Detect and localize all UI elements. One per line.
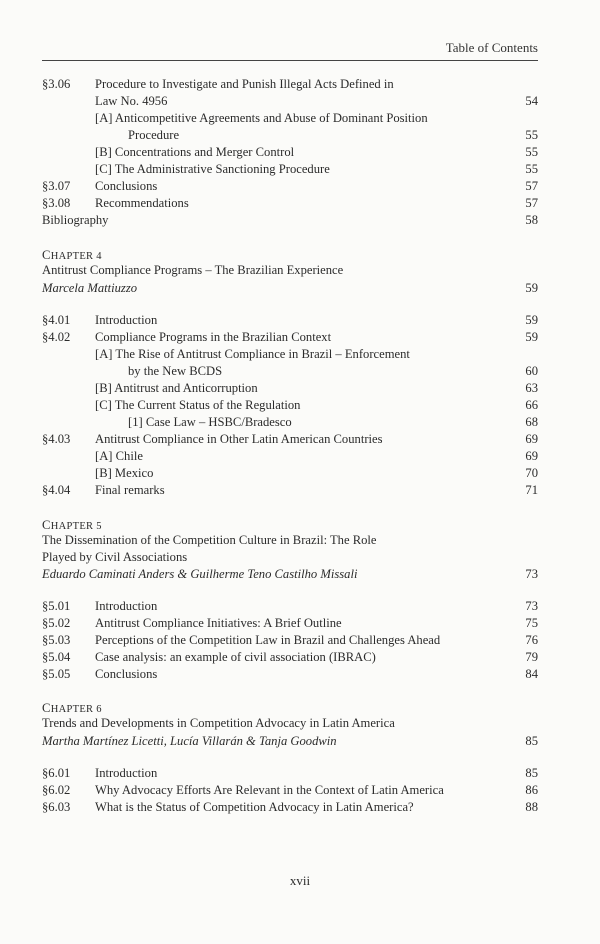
entry-text: What is the Status of Competition Advocacy in Latin America? xyxy=(95,800,414,814)
section-number: §4.02 xyxy=(42,330,71,344)
page-number: 54 xyxy=(525,94,538,108)
page-number: 57 xyxy=(525,179,538,193)
chapter-author: Martha Martínez Licetti, Lucía Villarán & Tanja Goodwin 85 xyxy=(42,734,538,748)
entry-text: Law No. 4956 xyxy=(95,94,168,108)
chapter-title-cont: Played by Civil Associations xyxy=(42,550,188,564)
page-number: 71 xyxy=(525,483,538,497)
entry-text: Introduction xyxy=(95,313,158,327)
section-number: §4.04 xyxy=(42,483,71,497)
entry-text: [A] Anticompetitive Agreements and Abuse of Dominant Position xyxy=(95,111,428,125)
bibliography-label: Bibliography xyxy=(42,213,109,227)
entry-text: Final remarks xyxy=(95,483,165,497)
page-number: 55 xyxy=(525,162,538,176)
entry-text: [C] The Administrative Sanctioning Procedure xyxy=(95,162,330,176)
chapter-label: CHAPTER 6 xyxy=(42,701,102,715)
entry-text: [1] Case Law – HSBC/Bradesco xyxy=(128,415,292,429)
entry-text: Case analysis: an example of civil association (IBRAC) xyxy=(95,650,376,664)
page-number: 85 xyxy=(525,766,538,780)
page-number: 66 xyxy=(525,398,538,412)
entry-text: Conclusions xyxy=(95,667,158,681)
entry-text: Antitrust Compliance Initiatives: A Brief Outline xyxy=(95,616,342,630)
page-number: 75 xyxy=(525,616,538,630)
entry-text: by the New BCDS xyxy=(128,364,223,378)
page-number: 69 xyxy=(525,432,538,446)
entry-text: [B] Antitrust and Anticorruption xyxy=(95,381,258,395)
entry-text: Antitrust Compliance in Other Latin American Countries xyxy=(95,432,383,446)
page-number: 55 xyxy=(525,145,538,159)
entry-text: [A] Chile xyxy=(95,449,143,463)
page-number: 55 xyxy=(525,128,538,142)
section-number: §4.01 xyxy=(42,313,71,327)
page-number: 84 xyxy=(525,667,538,681)
entry-text: Compliance Programs in the Brazilian Context xyxy=(95,330,332,344)
section-number: §6.03 xyxy=(42,800,71,814)
page-number: 60 xyxy=(525,364,538,378)
entry-text: [B] Concentrations and Merger Control xyxy=(95,145,295,159)
chapter-label: CHAPTER 5 xyxy=(42,518,102,532)
section-number: §3.08 xyxy=(42,196,71,210)
section-number: §5.05 xyxy=(42,667,71,681)
page-number: 73 xyxy=(525,567,538,581)
page-number: 57 xyxy=(525,196,538,210)
page-number: 63 xyxy=(525,381,538,395)
section-number: §6.02 xyxy=(42,783,71,797)
section-number: §6.01 xyxy=(42,766,71,780)
entry-text: Introduction xyxy=(95,766,158,780)
section-number: §3.07 xyxy=(42,179,71,193)
page-number: 86 xyxy=(525,783,538,797)
entry-text: Procedure xyxy=(128,128,180,142)
page-number: 73 xyxy=(525,599,538,613)
entry-text: Why Advocacy Efforts Are Relevant in the Context of Latin America xyxy=(95,783,444,797)
entry-text: [B] Mexico xyxy=(95,466,154,480)
section-number: §5.02 xyxy=(42,616,71,630)
header-rule xyxy=(42,60,538,61)
chapter-title: Antitrust Compliance Programs – The Brazilian Experience xyxy=(42,263,344,277)
entry-text: [A] The Rise of Antitrust Compliance in Brazil – Enforcement xyxy=(95,347,410,361)
page-number: 59 xyxy=(525,330,538,344)
entry-text: Introduction xyxy=(95,599,158,613)
section-number: §3.06 xyxy=(42,77,71,91)
chapter-author: Eduardo Caminati Anders & Guilherme Teno Castilho Missali 73 xyxy=(42,567,538,581)
running-header: Table of Contents xyxy=(445,40,538,55)
entry-text: Perceptions of the Competition Law in Brazil and Challenges Ahead xyxy=(95,633,441,647)
chapter-label: CHAPTER 4 xyxy=(42,248,102,262)
page-number: 69 xyxy=(525,449,538,463)
page-number: 79 xyxy=(525,650,538,664)
page-number: 58 xyxy=(525,213,538,227)
page-number: 85 xyxy=(525,734,538,748)
entry-text: Conclusions xyxy=(95,179,158,193)
chapter-author: Marcela Mattiuzzo 59 xyxy=(42,281,538,295)
section-number: §5.04 xyxy=(42,650,71,664)
section-number: §5.01 xyxy=(42,599,71,613)
page-number: 76 xyxy=(525,633,538,647)
chapter-title: Trends and Developments in Competition Advocacy in Latin America xyxy=(42,716,395,730)
section-number: §5.03 xyxy=(42,633,71,647)
chapter-title: The Dissemination of the Competition Culture in Brazil: The Role xyxy=(42,533,377,547)
page-number: 59 xyxy=(525,313,538,327)
entry-text: Procedure to Investigate and Punish Illegal Acts Defined in xyxy=(95,77,394,91)
page-number: 70 xyxy=(525,466,538,480)
page-number: 68 xyxy=(525,415,538,429)
page-number: 59 xyxy=(525,281,538,295)
entry-text: [C] The Current Status of the Regulation xyxy=(95,398,301,412)
page-number: 88 xyxy=(525,800,538,814)
folio-page-number: xvii xyxy=(289,873,311,888)
section-number: §4.03 xyxy=(42,432,71,446)
entry-text: Recommendations xyxy=(95,196,189,210)
